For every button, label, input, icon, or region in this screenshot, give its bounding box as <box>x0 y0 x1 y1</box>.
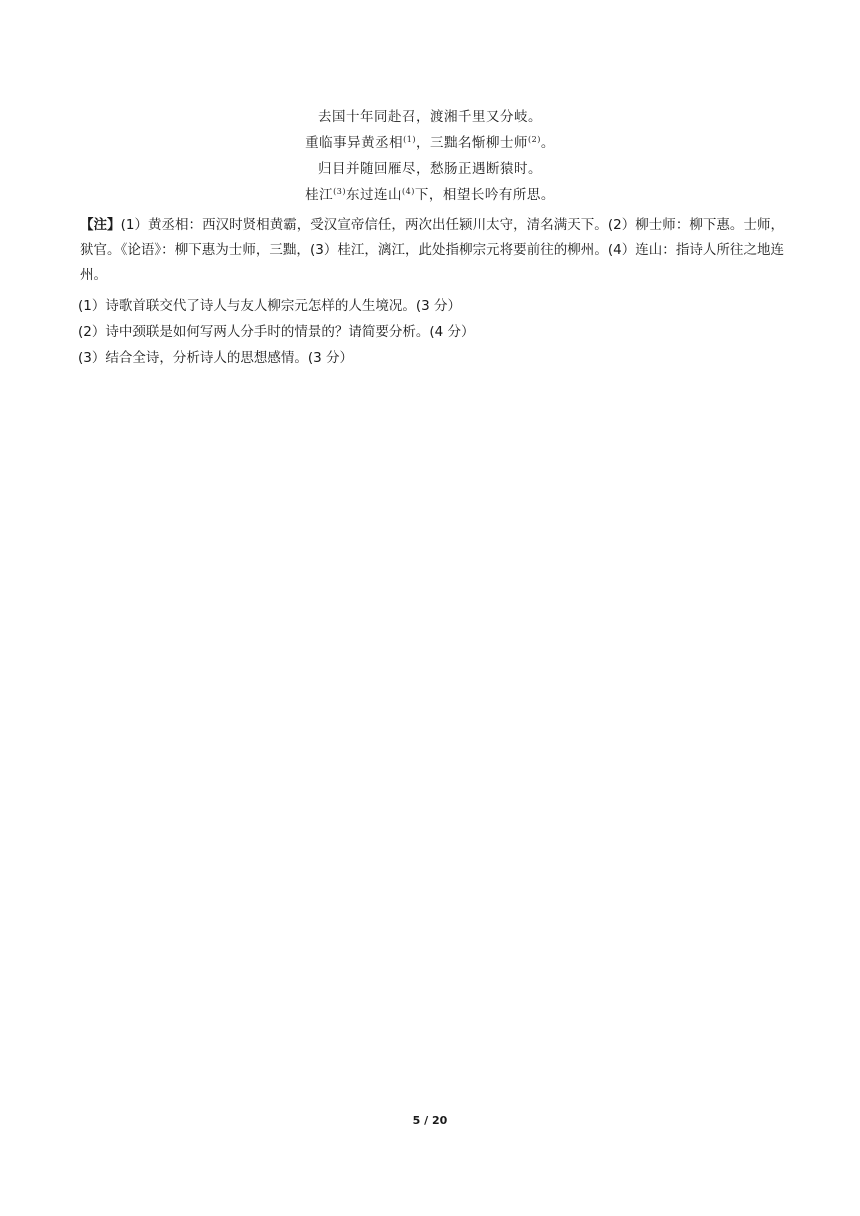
poem-line-1 <box>0 104 860 130</box>
question-list <box>78 293 784 371</box>
question-1: (1）诗歌首联交代了诗人与友人柳宗元怎样的人生境况。(3 分） <box>78 298 462 314</box>
poem-line-1-text: 去国十年同赴召，渡湘千里又分岐。 <box>318 109 542 125</box>
poem <box>0 104 860 208</box>
footnote-marker-3: (3) <box>333 187 346 196</box>
poem-line-4-text-c: 下，相望长吟有所思。 <box>414 187 555 203</box>
poem-line-2-text-c: 。 <box>540 135 555 151</box>
poem-line-2-text-b: ，三黜名惭柳士师 <box>416 135 528 151</box>
poem-line-3-text: 归目并随回雁尽，愁肠正遇断猿时。 <box>318 161 542 177</box>
poem-line-3 <box>0 156 860 182</box>
poem-line-4-text-b: 东过连山 <box>346 187 402 203</box>
page-number: 5 / 20 <box>412 1114 448 1127</box>
poem-line-2-text-a: 重临事异黄丞相 <box>305 135 404 151</box>
question-3: (3）结合全诗，分析诗人的思想感情。(3 分） <box>78 350 354 366</box>
footnote-marker-1: (1) <box>403 135 416 144</box>
footnote-marker-4: (4) <box>402 187 415 196</box>
note-text: (1）黄丞相：西汉时贤相黄霸，受汉宣帝信任，两次出任颍川太守，清名满天下。(2）柳士师：柳下惠。士师，狱官。《论语》：柳下惠为士师，三黜，(3）桂江，漓江，此处指柳宗元将要前往的柳州。(4）连山：指诗人所往之地连州。 <box>80 217 784 283</box>
poem-line-4 <box>0 182 860 208</box>
note-tag: 【注】 <box>80 217 121 233</box>
question-2: (2）诗中颈联是如何写两人分手时的情景的？请简要分析。(4 分） <box>78 324 475 340</box>
annotation-notes <box>80 213 784 288</box>
poem-line-4-text-a: 桂江 <box>305 187 334 203</box>
footnote-marker-2: (2) <box>528 135 541 144</box>
poem-line-2 <box>0 130 860 156</box>
